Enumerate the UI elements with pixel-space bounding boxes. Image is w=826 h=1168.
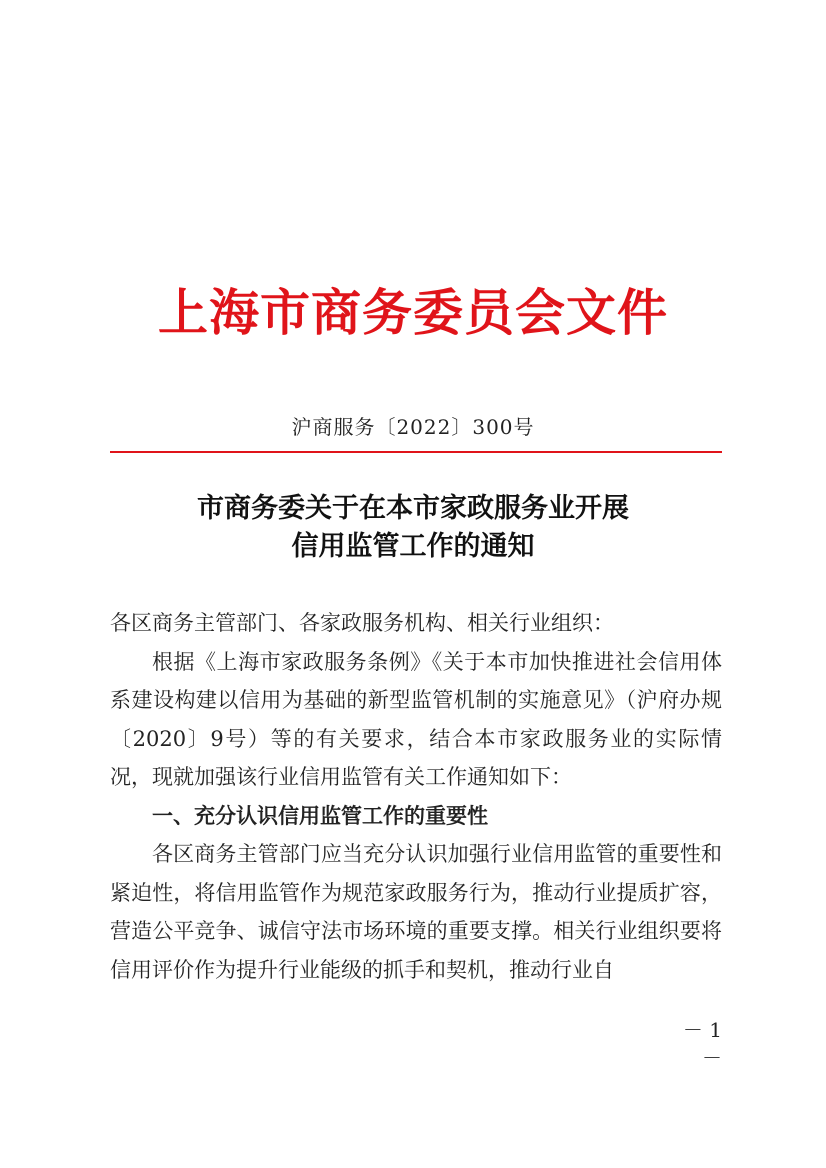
document-title-line-2: 信用监管工作的通知: [291, 531, 535, 562]
page-number: － 1 －: [682, 1018, 722, 1070]
document-body: [110, 604, 722, 989]
red-divider-line: [110, 451, 722, 453]
masthead-title: 上海市商务委员会文件: [158, 283, 668, 342]
document-title-line-1: 市商务委关于在本市家政服务业开展: [197, 493, 629, 524]
document-title: [0, 490, 826, 566]
paragraph-section-1: 各区商务主管部门应当充分认识加强行业信用监管的重要性和紧迫性，将信用监管作为规范家政服务行为，推动行业提质扩容，营造公平竞争、诚信守法市场环境的重要支撑。相关行业组织要将信用评价作为提升行业能级的抓手和契机，推动行业自: [110, 842, 722, 982]
document-number: 沪商服务〔2022〕300号: [291, 415, 535, 439]
paragraph-intro: 根据《上海市家政服务条例》《关于本市加快推进社会信用体系建设构建以信用为基础的新型监管机制的实施意见》（沪府办规〔2020〕9号）等的有关要求，结合本市家政服务业的实际情况，现就加强该行业信用监管有关工作通知如下：: [110, 649, 722, 789]
section-heading-1: 一、充分认识信用监管工作的重要性: [152, 803, 488, 828]
salutation: 各区商务主管部门、各家政服务机构、相关行业组织：: [110, 611, 614, 635]
